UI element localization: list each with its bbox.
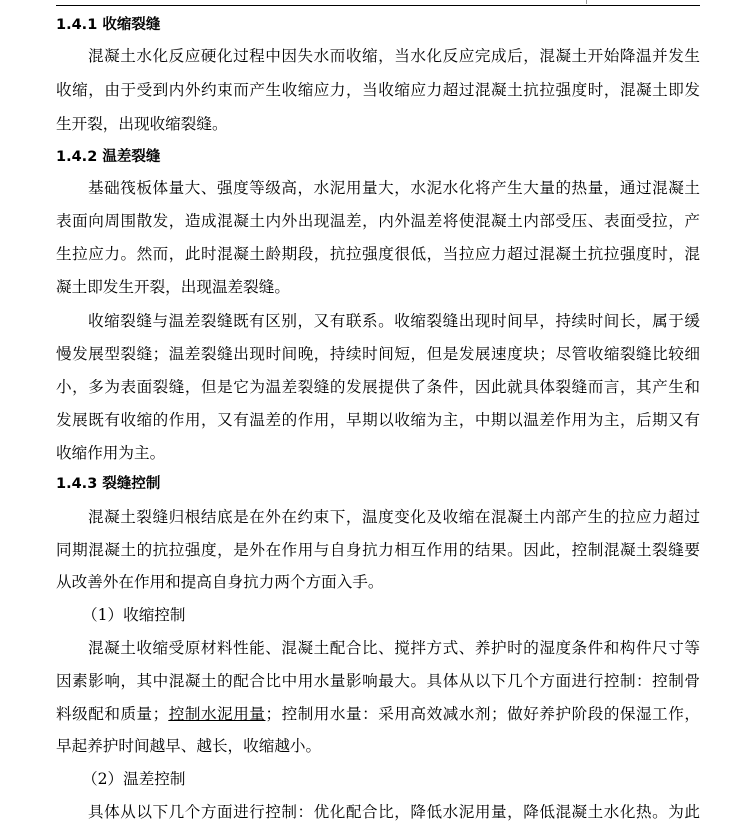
paragraph-line: 收缩作用为主。 (56, 444, 166, 462)
paragraph-line: 混凝土收缩受原材料性能、混凝土配合比、搅拌方式、养护时的湿度条件和构件尺寸等 (88, 639, 700, 657)
section-heading-1-4-3: 1.4.3 裂缝控制 (56, 476, 161, 492)
paragraph-line: 表面向周围散发，造成混凝土内外出现温差，内外温差将使混凝土内部受压、表面受拉，产 (56, 212, 700, 230)
header-mark (586, 0, 587, 4)
paragraph-line: 从改善外在作用和提高自身抗力两个方面入手。 (56, 573, 384, 591)
paragraph-line: 因素影响，其中混凝土的配合比中用水量影响最大。具体从以下几个方面进行控制：控制骨 (56, 672, 700, 690)
paragraph-line: 混凝土裂缝归根结底是在外在约束下，温度变化及收缩在混凝土内部产生的拉应力超过 (88, 508, 700, 526)
paragraph-line: 小，多为表面裂缝，但是它为温差裂缝的发展提供了条件，因此就具体裂缝而言，其产生和 (56, 378, 700, 396)
paragraph-line: 生开裂，出现收缩裂缝。 (56, 115, 228, 133)
subsection-title-temperature: （2）温差控制 (82, 770, 186, 788)
text-run: ；控制用水量：采用高效减水剂；做好养护阶段的保湿工作， (265, 705, 700, 723)
paragraph-line: 早起养护时间越早、越长，收缩越小。 (56, 737, 322, 755)
paragraph-line: 收缩，由于受到内外约束而产生收缩应力，当收缩应力超过混凝土抗拉强度时，混凝土即发 (56, 81, 700, 99)
paragraph-line: 发展既有收缩的作用，又有温差的作用，早期以收缩为主，中期以温差作用为主，后期又有 (56, 411, 700, 429)
paragraph-line: 收缩裂缝与温差裂缝既有区别，又有联系。收缩裂缝出现时间早，持续时间长，属于缓 (88, 312, 700, 330)
text-run: 料级配和质量； (56, 705, 169, 723)
paragraph-line: 混凝土水化反应硬化过程中因失水而收缩，当水化反应完成后，混凝土开始降温并发生 (88, 47, 700, 65)
subsection-title-shrinkage: （1）收缩控制 (82, 606, 186, 624)
paragraph-line: 凝土即发生开裂，出现温差裂缝。 (56, 278, 290, 296)
paragraph-line-mixed (56, 703, 700, 725)
section-heading-1-4-1: 1.4.1 收缩裂缝 (56, 17, 161, 33)
paragraph-line: 生拉应力。然而，此时混凝土龄期段，抗拉强度很低，当拉应力超过混凝土抗拉强度时，混 (56, 245, 700, 263)
paragraph-line: 基础筏板体量大、强度等级高，水泥用量大，水泥水化将产生大量的热量，通过混凝土 (88, 179, 700, 197)
paragraph-line: 慢发展型裂缝；温差裂缝出现时间晚，持续时间短，但是发展速度块；尽管收缩裂缝比较细 (56, 345, 700, 363)
underlined-text: 控制水泥用量 (168, 705, 266, 723)
section-heading-1-4-2: 1.4.2 温差裂缝 (56, 149, 161, 165)
paragraph-line: 具体从以下几个方面进行控制：优化配合比，降低水泥用量，降低混凝土水化热。为此 (88, 803, 700, 821)
header-rule (56, 5, 700, 6)
paragraph-line: 同期混凝土的抗拉强度，是外在作用与自身抗力相互作用的结果。因此，控制混凝土裂缝要 (56, 541, 700, 559)
